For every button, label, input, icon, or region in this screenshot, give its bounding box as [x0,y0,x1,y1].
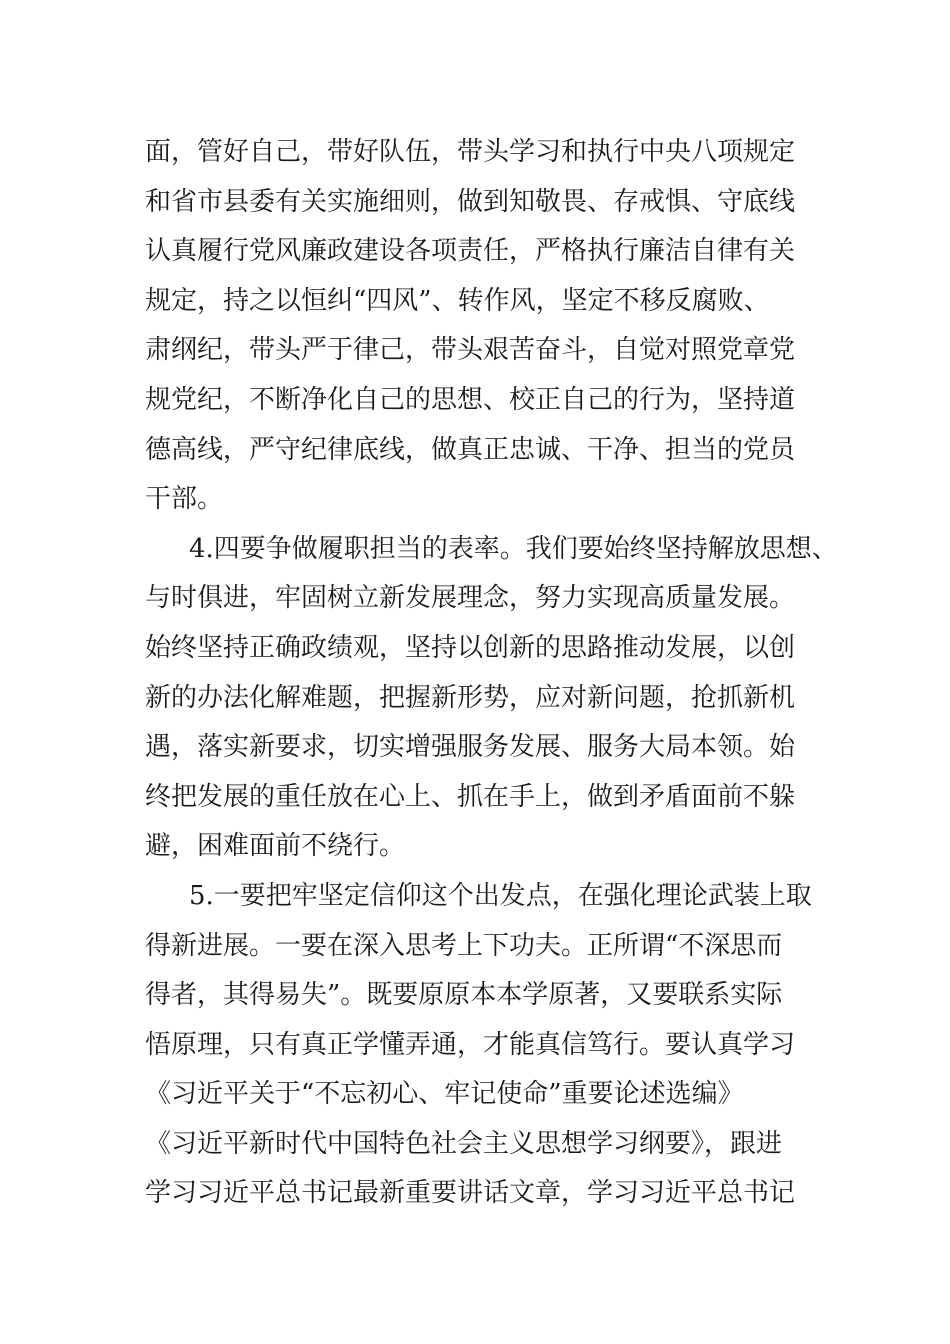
text-line-14: 终把发展的重任放在心上、抓在手上，做到矛盾面前不躲 [145,781,796,812]
text-line-11: 始终坚持正确政绩观，坚持以创新的思路推动发展，以创 [145,632,796,663]
text-line-7: 德高线，严守纪律底线，做真正忠诚、干净、担当的党员 [145,434,796,465]
text-line-19: 悟原理，只有真正学懂弄通，才能真信笃行。要认真学习 [145,1029,796,1060]
text-line-12: 新的办法化解难题，把握新形势，应对新问题，抢抓新机 [145,682,796,713]
text-line-9: 4.四要争做履职担当的表率。我们要始终坚持解放思想、 [189,533,838,564]
text-line-13: 遇，落实新要求，切实增强服务发展、服务大局本领。始 [145,732,796,763]
text-line-22: 学习习近平总书记最新重要讲话文章，学习习近平总书记 [145,1178,796,1209]
text-line-4: 规定，持之以恒纠“四风”、转作风，坚定不移反腐败、 [145,285,770,316]
body-text [145,128,838,1219]
text-line-18: 得者，其得易失”。既要原原本本学原著，又要联系实际 [145,980,783,1011]
text-line-21: 《习近平新时代中国特色社会主义思想学习纲要》，跟进 [145,1128,783,1159]
text-line-10: 与时俱进，牢固树立新发展理念，努力实现高质量发展。 [145,583,796,614]
text-line-17: 得新进展。一要在深入思考上下功夫。正所谓“不深思而 [145,930,783,961]
text-line-15: 避，困难面前不绕行。 [145,831,406,862]
text-line-5: 肃纲纪，带头严于律己，带头艰苦奋斗，自觉对照党章党 [145,335,796,366]
text-line-16: 5.一要把牢坚定信仰这个出发点，在强化理论武装上取 [189,880,812,911]
text-line-3: 认真履行党风廉政建设各项责任，严格执行廉洁自律有关 [145,236,796,267]
text-line-8: 干部。 [145,484,224,515]
text-line-2: 和省市县委有关实施细则，做到知敬畏、存戒惧、守底线 [145,186,796,217]
text-line-20: 《习近平关于“不忘初心、牢记使命”重要论述选编》 [145,1079,744,1110]
text-line-6: 规党纪，不断净化自己的思想、校正自己的行为，坚持道 [145,384,796,415]
text-line-1: 面，管好自己，带好队伍，带头学习和执行中央八项规定 [145,137,796,167]
